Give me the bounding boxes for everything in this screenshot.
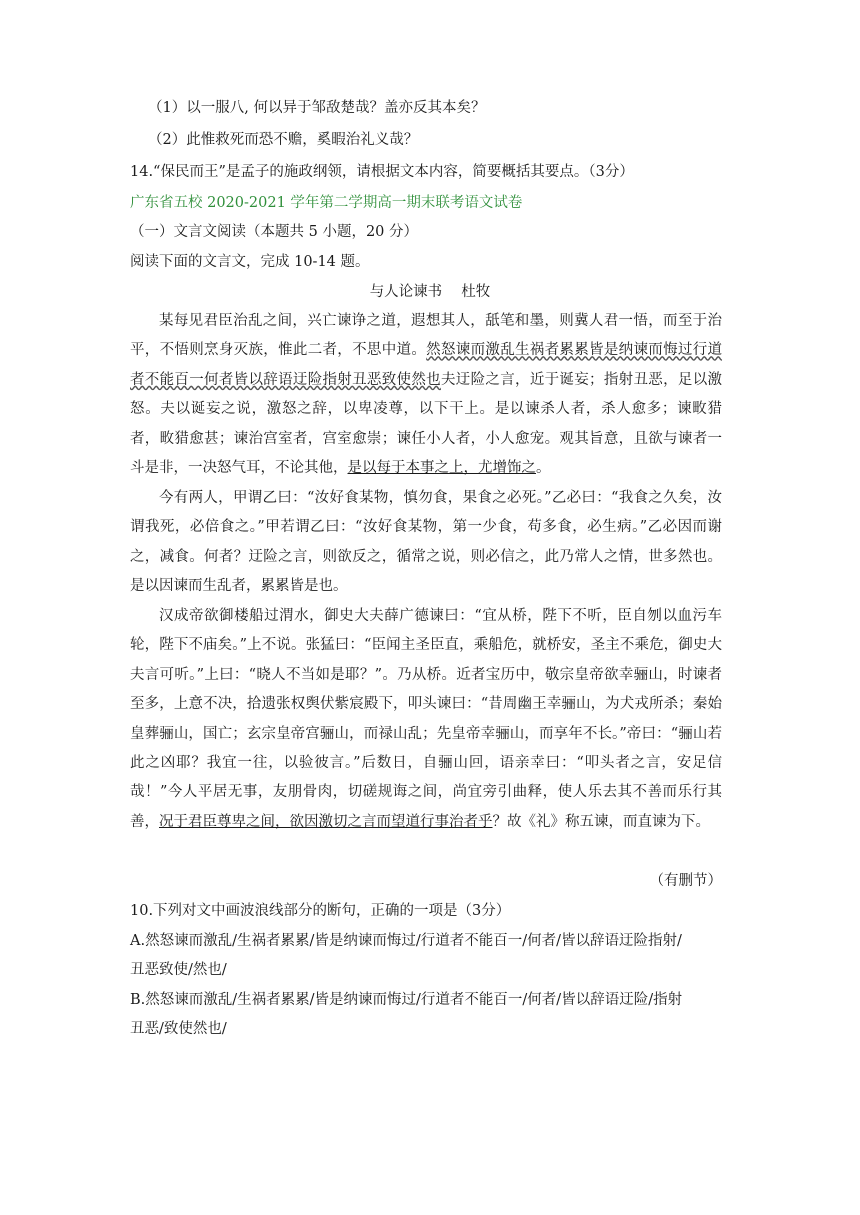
paragraph-1-end: 。 bbox=[536, 460, 551, 477]
paragraph-3-text-b: ？故《礼》称五谏，而直谏为下。 bbox=[492, 813, 710, 830]
paragraph-1-text-a: 某每见君臣治乱之间，兴亡谏诤之道，遐想其人，舐笔和墨，则冀人君一悟，而至于治平，不悟则烹身灭族，惟此二者，不思中道。 bbox=[130, 313, 722, 359]
question-14: 14.“保民而王”是孟子的施政纲领，请根据文本内容，简要概括其要点。（3分） bbox=[130, 164, 634, 180]
underlined-sentence-2: 况于君臣尊卑之间，欲因激切之言而望道行事治者乎 bbox=[159, 813, 493, 830]
section-header: （一）文言文阅读（本题共 5 小题，20 分） bbox=[130, 224, 419, 240]
exam-title: 广东省五校 2020-2021 学年第二学期高一期末联考语文试卷 bbox=[130, 195, 523, 211]
reading-instruction: 阅读下面的文言文，完成 10-14 题。 bbox=[130, 254, 370, 270]
wavy-underlined-passage: 然怒谏而激乱生祸者累累皆是纳谏而悔过行道者不能百一何者皆以辞语迂险指射丑恶致使然也 bbox=[130, 342, 723, 388]
article-paragraph-2: 今有两人，甲谓乙曰：“汝好食某物，慎勿食，果食之必死。”乙必曰：“我食之久矣，汝谓我死，必倍食之。”甲若谓乙曰：“汝好食某物，第一少食，苟多食，必生病。”乙必因而谢之，减食。何者？迂险之言，则欲反之，循常之说，则必信之，此乃常人之情，世多然也。是以因谏而生乱者，累累皆是也。 bbox=[130, 490, 722, 595]
option-a-line-1: A.然怒谏而激乱/生祸者累累/皆是纳谏而悔过/行道者不能百一/何者/皆以辞语迂险指射/ bbox=[130, 933, 682, 949]
article-paragraph-3 bbox=[130, 602, 722, 837]
question-10: 10.下列对文中画波浪线部分的断句，正确的一项是（3分） bbox=[130, 903, 511, 919]
question-13-item-2: （2）此惟救死而恐不赡，奚暇治礼义哉？ bbox=[148, 132, 419, 148]
paragraph-3-text-a: 汉成帝欲御楼船过渭水，御史大夫薛广德谏曰：“宜从桥，陛下不听，臣自刎以血污车轮，陛下不庙矣。”上不说。张猛曰：“臣闻主圣臣直，乘船危，就桥安，圣主不乘危，御史大夫言可听。”上曰：“晓人不当如是耶？”。乃从桥。近者宝历中，敬宗皇帝欲幸骊山，时谏者至多，上意不决，拾遗张权舆伏紫宸殿下，叩头谏曰：“昔周幽王幸骊山，为犬戎所杀；秦始皇葬骊山，国亡；玄宗皇帝宫骊山，而禄山乱；先皇帝幸骊山，而享年不长。”帝曰：“骊山若此之凶耶？我宜一往，以验彼言。”后数日，自骊山回，语亲幸曰：“叩头者之言，安足信哉！”今人平居无事，友朋骨肉，切磋规诲之间，尚宜旁引曲释，使人乐去其不善而乐行其善， bbox=[130, 608, 722, 830]
article-title: 与人论谏书 杜牧 bbox=[369, 284, 491, 300]
paragraph-1-text-b: 夫迂险之言，近于诞妄；指射丑恶，足以激怒。夫以诞妄之说，激怒之辞，以卑凌尊，以下干上。是以谏杀人者，杀人愈多；谏畋猎者，畋猎愈甚；谏治宫室者，宫室愈崇；谏任小人者，小人愈宠。观其旨意，且欲与谏者一斗是非，一决怒气耳，不论其他， bbox=[130, 371, 723, 477]
abridged-note: （有删节） bbox=[649, 873, 722, 889]
option-a-line-2: 丑恶致使/然也/ bbox=[130, 962, 227, 978]
article-paragraph-1 bbox=[130, 307, 722, 483]
underlined-sentence-1: 是以每于本事之上，尤增饰之 bbox=[347, 460, 536, 477]
option-b-line-2: 丑恶/致使然也/ bbox=[130, 1021, 227, 1037]
option-b-line-1: B.然怒谏而激乱/生祸者累累/皆是纳谏而悔过/行道者不能百一/何者/皆以辞语迂险/指射 bbox=[130, 992, 683, 1008]
question-13-item-1: （1）以一服八, 何以异于邹敌楚哉？盖亦反其本矣？ bbox=[148, 100, 486, 116]
